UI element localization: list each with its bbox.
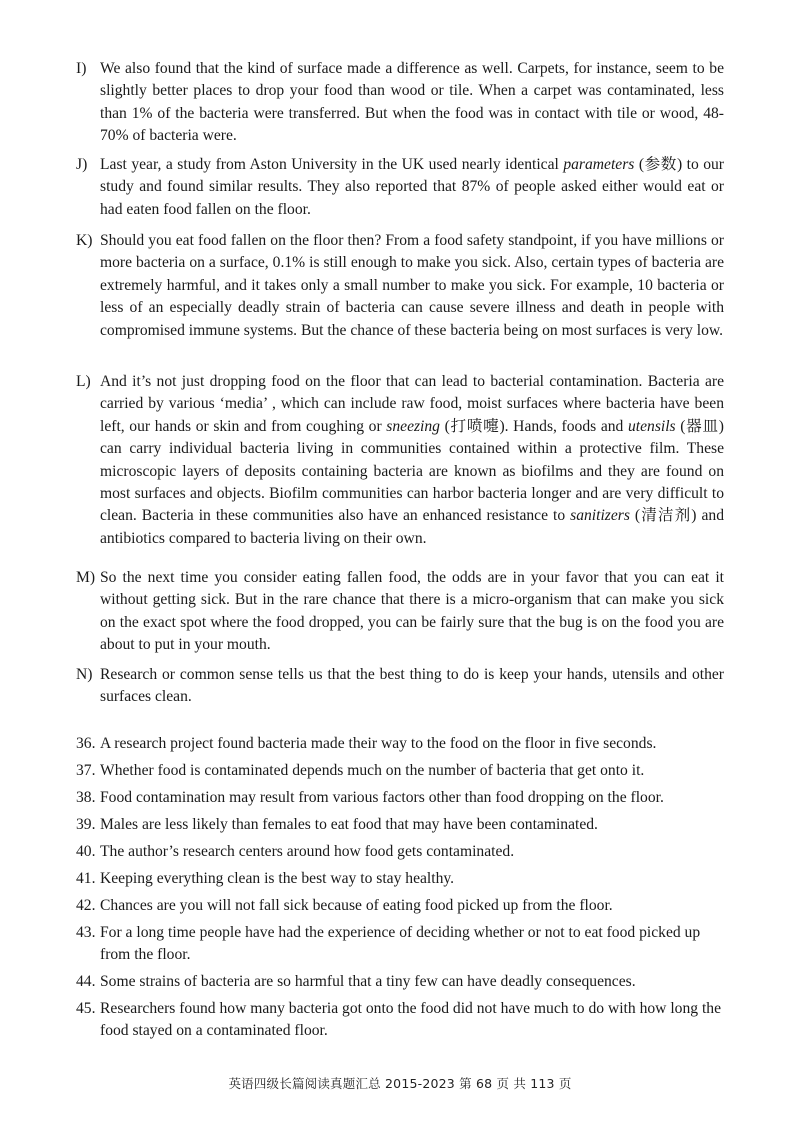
question-text: Researchers found how many bacteria got onto the food did not have much to do with how long the food stayed on a contaminated floor. xyxy=(100,1000,722,1040)
question-number: 45. xyxy=(76,1000,96,1017)
paragraph-text: We also found that the kind of surface made a difference as well. Carpets, for instance, seem to be slightly better places to drop your food than wood or tile. When a carpet was contaminated, less than 1% of the bacteria were transferred. But when the food was in contact with tile or wood, 48-70% of bacteria were. xyxy=(100,60,724,145)
question-45 xyxy=(76,998,724,1043)
text-segment: And it’s not just dropping food on the floor that can lead to bacterial contamination. Bacteria are carried by various ‘media’ , which can include raw food, moist surfaces where bacteria have been left, our hands or skin and from coughing or xyxy=(100,373,724,435)
paragraph-text xyxy=(100,154,724,221)
text-segment: Last year, a study from Aston University in the UK used nearly identical xyxy=(100,156,564,173)
paragraph-l xyxy=(76,371,724,550)
question-44 xyxy=(76,971,724,993)
question-text: Whether food is contaminated depends much on the number of bacteria that get onto it. xyxy=(100,762,645,779)
question-number: 41. xyxy=(76,870,96,887)
question-text: The author’s research centers around how food gets contaminated. xyxy=(100,843,515,860)
question-text: Food contamination may result from various factors other than food dropping on the floor. xyxy=(100,789,664,806)
italic-term: sneezing xyxy=(386,417,440,435)
question-40 xyxy=(76,841,724,863)
paragraph-m xyxy=(76,567,724,657)
paragraph-n xyxy=(76,664,724,709)
text-segment: (打喷嚏). Hands, foods and xyxy=(439,417,628,435)
text-segment: (器皿) can carry individual bacteria living in communities contained within a protective film. These microscopic layers of deposits containing bacteria are known as biofilms and they are found on most surfaces and objects. Biofilm communities can harbor bacteria longer and are very difficult to clean. Bacteria in these communities also have an enhanced resistance to xyxy=(100,417,724,525)
text-segment: (清洁剂) and antibiotics compared to bacteria living on their own. xyxy=(100,507,724,547)
question-text: For a long time people have had the experience of deciding whether or not to eat food picked up from the floor. xyxy=(100,924,701,964)
question-43 xyxy=(76,922,724,967)
question-38 xyxy=(76,787,724,809)
paragraph-label: L) xyxy=(76,373,91,390)
paragraph-i xyxy=(76,58,724,148)
question-text: A research project found bacteria made their way to the food on the floor in five seconds. xyxy=(100,735,657,752)
question-41 xyxy=(76,868,724,890)
paragraph-text: Research or common sense tells us that the best thing to do is keep your hands, utensils and other surfaces clean. xyxy=(100,666,724,706)
paragraph-label: J) xyxy=(76,156,88,173)
italic-term: parameters xyxy=(563,156,635,173)
paragraph-label: M) xyxy=(76,569,96,586)
question-37 xyxy=(76,760,724,782)
question-number: 36. xyxy=(76,735,96,752)
question-42 xyxy=(76,895,724,917)
paragraph-label: N) xyxy=(76,666,93,683)
question-number: 38. xyxy=(76,789,96,806)
question-number: 37. xyxy=(76,762,96,779)
paragraph-k xyxy=(76,230,724,342)
page-footer: 英语四级长篇阅读真题汇总 2015-2023 第 68 页 共 113 页 xyxy=(228,1076,572,1091)
question-text: Chances are you will not fall sick because of eating food picked up from the floor. xyxy=(100,897,613,914)
italic-term: utensils xyxy=(627,417,676,435)
paragraph-text: Should you eat food fallen on the floor then? From a food safety standpoint, if you have millions or more bacteria on a surface, 0.1% is still enough to make you sick. Also, certain types of bacteria are extremely harmful, and it takes only a small number to make you sick. For example, 10 bacteria or less of an especially deadly strain of bacteria can cause severe illness and death in people with compromised immune systems. But the chance of these bacteria being on most surfaces is very low. xyxy=(100,232,724,339)
question-number: 44. xyxy=(76,973,96,990)
paragraph-label: K) xyxy=(76,232,93,249)
paragraph-text: So the next time you consider eating fallen food, the odds are in your favor that you can eat it without getting sick. But in the rare chance that there is a micro-organism that can make you sick on the exact spot where the food dropped, you can be fairly sure that the bug is on the food you are about to put in your mouth. xyxy=(100,569,724,654)
question-text: Keeping everything clean is the best way to stay healthy. xyxy=(100,870,455,887)
paragraph-j xyxy=(76,154,724,221)
question-number: 39. xyxy=(76,816,96,833)
question-number: 40. xyxy=(76,843,96,860)
question-36 xyxy=(76,733,724,755)
text-segment: (参数) to our study and found similar results. They also reported that 87% of people asked either would eat or had eaten food fallen on the floor. xyxy=(100,156,724,218)
paragraph-label: I) xyxy=(76,60,87,77)
paragraph-text xyxy=(100,371,724,550)
question-text: Some strains of bacteria are so harmful that a tiny few can have deadly consequences. xyxy=(100,973,636,990)
italic-term: sanitizers xyxy=(570,507,630,525)
question-number: 43. xyxy=(76,924,96,941)
question-39 xyxy=(76,814,724,836)
question-text: Males are less likely than females to eat food that may have been contaminated. xyxy=(100,816,598,833)
question-number: 42. xyxy=(76,897,96,914)
